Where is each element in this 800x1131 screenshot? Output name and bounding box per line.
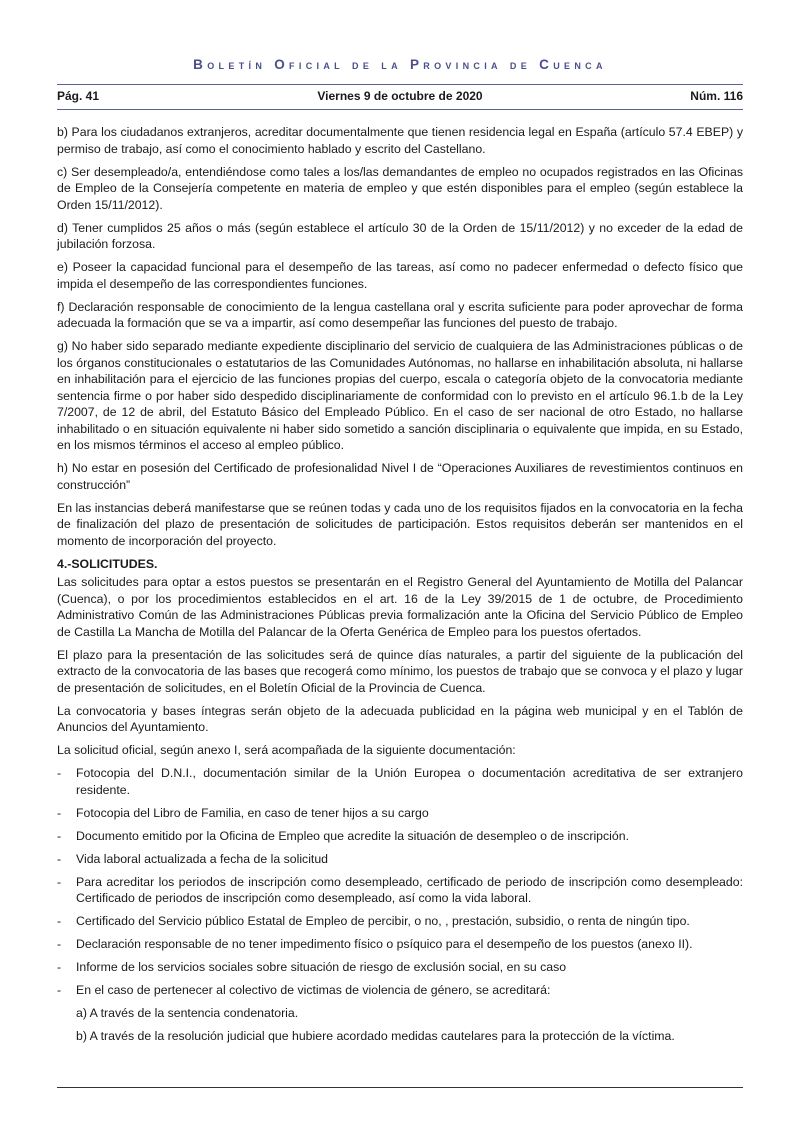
footer-divider [57, 1087, 743, 1088]
page-header [57, 89, 743, 107]
dash-marker: - [57, 805, 62, 820]
list-item [57, 959, 743, 976]
list-item-text: Declaración responsable de no tener impedimento físico o psíquico para el desempeño de los puestos (anexo II). [76, 937, 693, 951]
header-divider [57, 109, 743, 110]
list-item [57, 913, 743, 930]
list-item-text: Fotocopia del Libro de Familia, en caso de tener hijos a su cargo [76, 805, 429, 820]
dash-marker: - [57, 937, 62, 951]
plazo-paragraph: El plazo para la presentación de las solicitudes será de quince días naturales, a partir del siguiente de la publicación del extracto de la convocatoria de las bases que recogerá como mínimo, los puestos de trabajo que se convoca y el plazo y lugar de presentación de solicitudes, en el Boletín Oficial de la Provincia de Cuenca. [57, 647, 743, 695]
list-item-text: Para acreditar los periodos de inscripción como desempleado, certificado de periodo de inscripción como desempleado: Certificado de periodos de inscripción como desempleado, así como la vida laboral. [76, 874, 743, 905]
issue-date: Viernes 9 de octubre de 2020 [317, 89, 483, 103]
instancias-paragraph: En las instancias deberá manifestarse que se reúnen todas y cada uno de los requisitos fijados en la convocatoria en la fecha de finalización del plazo de presentación de solicitudes de participación. Estos requisitos deberán ser mantenidos en el momento de incorporación del proyecto. [57, 500, 743, 548]
list-item [57, 982, 743, 999]
masthead-divider [57, 84, 743, 85]
document-body [57, 124, 743, 1051]
list-item-text: Vida laboral actualizada a fecha de la solicitud [76, 851, 329, 866]
page-number: Pág. 41 [57, 89, 100, 103]
dash-marker: - [57, 766, 62, 780]
list-item [57, 765, 743, 798]
issue-number: Núm. 116 [690, 89, 743, 103]
list-item [57, 828, 743, 845]
list-item [57, 936, 743, 953]
requirement-g: g) No haber sido separado mediante expediente disciplinario del servicio de cualquiera de las Administraciones públicas o de los órganos constitucionales o estatutarios de las Comunidades Autónomas, no hallarse en inhabilitación absoluta, ni hallarse en inhabilitación para el ejercicio de las funciones propias del cuerpo, escala o categoría objeto de la convocatoria mediante sentencia firme o por haber sido despedido disciplinariamente de conformidad con lo previsto en el artículo 96.1.b de la Ley 7/2007, de 12 de abril, del Estatuto Básico del Empleado Público. En el caso de ser nacional de otro Estado, no hallarse inhabilitado o en situación equivalente ni haber sido sometido a sanción disciplinaria o equivalente que impida, en su Estado, en los mismos términos el acceso al empleo público. [57, 339, 743, 452]
section-heading: 4.-SOLICITUDES. [57, 556, 158, 571]
requirement-c: c) Ser desempleado/a, entendiéndose como tales a los/las demandantes de empleo no ocupados registrados en las Oficinas de Empleo de la Consejería competente en materia de empleo y que estén disponibles para el empleo (según establece la Orden 15/11/2012). [57, 164, 743, 212]
dash-marker: - [57, 828, 62, 843]
list-item-text: Certificado del Servicio público Estatal de Empleo de percibir, o no, , prestación, subsidio, o renta de ningún tipo. [76, 914, 690, 928]
requirement-h: h) No estar en posesión del Certificado de profesionalidad Nivel I de “Operaciones Auxiliares de revestimientos continuos en construcción” [57, 461, 743, 492]
list-item [57, 874, 743, 907]
list-item-text: Fotocopia del D.N.I., documentación similar de la Unión Europea o documentación acreditativa de ser extranjero residente. [76, 766, 743, 797]
solicitud-oficial-paragraph: La solicitud oficial, según anexo I, será acompañada de la siguiente documentación: [57, 743, 516, 757]
dash-marker: - [57, 851, 62, 866]
list-item-text: Informe de los servicios sociales sobre situación de riesgo de exclusión social, en su caso [76, 960, 567, 974]
requirement-f: f) Declaración responsable de conocimiento de la lengua castellana oral y escrita suficiente para poder aprovechar de forma adecuada la formación que se va a impartir, así como desempeñar las funciones del puesto de trabajo. [57, 299, 743, 330]
list-item-text: Documento emitido por la Oficina de Empleo que acredite la situación de desempleo o de inscripción. [76, 828, 629, 843]
solicitudes-paragraph: Las solicitudes para optar a estos puestos se presentarán en el Registro General del Ayuntamiento de Motilla del Palancar (Cuenca), o por los procedimientos establecidos en el art. 16 de la Ley 39/2015 de 1 de octubre, de Procedimiento Administrativo Común de las Administraciones Públicas previa formalización ante la Oficina del Servicio Público de Empleo de Castilla La Mancha de Motilla del Palancar de la Oferta Genérica de Empleo para los puestos ofertados. [57, 575, 743, 639]
sub-list-item: a) A través de la sentencia condenatoria. [76, 1006, 299, 1020]
dash-marker: - [57, 914, 62, 928]
requirement-b: b) Para los ciudadanos extranjeros, acreditar documentalmente que tienen residencia legal en España (artículo 57.4 EBEP) y permiso de trabajo, así como el conocimiento hablado y escrito del Castellano. [57, 125, 743, 156]
dash-marker: - [57, 960, 62, 974]
dash-marker: - [57, 874, 62, 889]
list-item-text: En el caso de pertenecer al colectivo de victimas de violencia de género, se acreditará: [76, 983, 551, 997]
publication-masthead: Boletín Oficial de la Provincia de Cuenca [193, 57, 607, 72]
requirement-e: e) Poseer la capacidad funcional para el desempeño de las tareas, así como no padecer enfermedad o defecto físico que impida el desempeño de las correspondientes funciones. [57, 260, 743, 291]
dash-marker: - [57, 983, 62, 997]
sub-list-item: b) A través de la resolución judicial que hubiere acordado medidas cautelares para la protección de la víctima. [76, 1029, 675, 1043]
list-item [57, 851, 743, 868]
requirement-d: d) Tener cumplidos 25 años o más (según establece el artículo 30 de la Orden de 15/11/2012) y no exceder de la edad de jubilación forzosa. [57, 220, 743, 251]
convocatoria-paragraph: La convocatoria y bases íntegras serán objeto de la adecuada publicidad en la página web municipal y en el Tablón de Anuncios del Ayuntamiento. [57, 703, 743, 734]
list-item [57, 805, 743, 822]
